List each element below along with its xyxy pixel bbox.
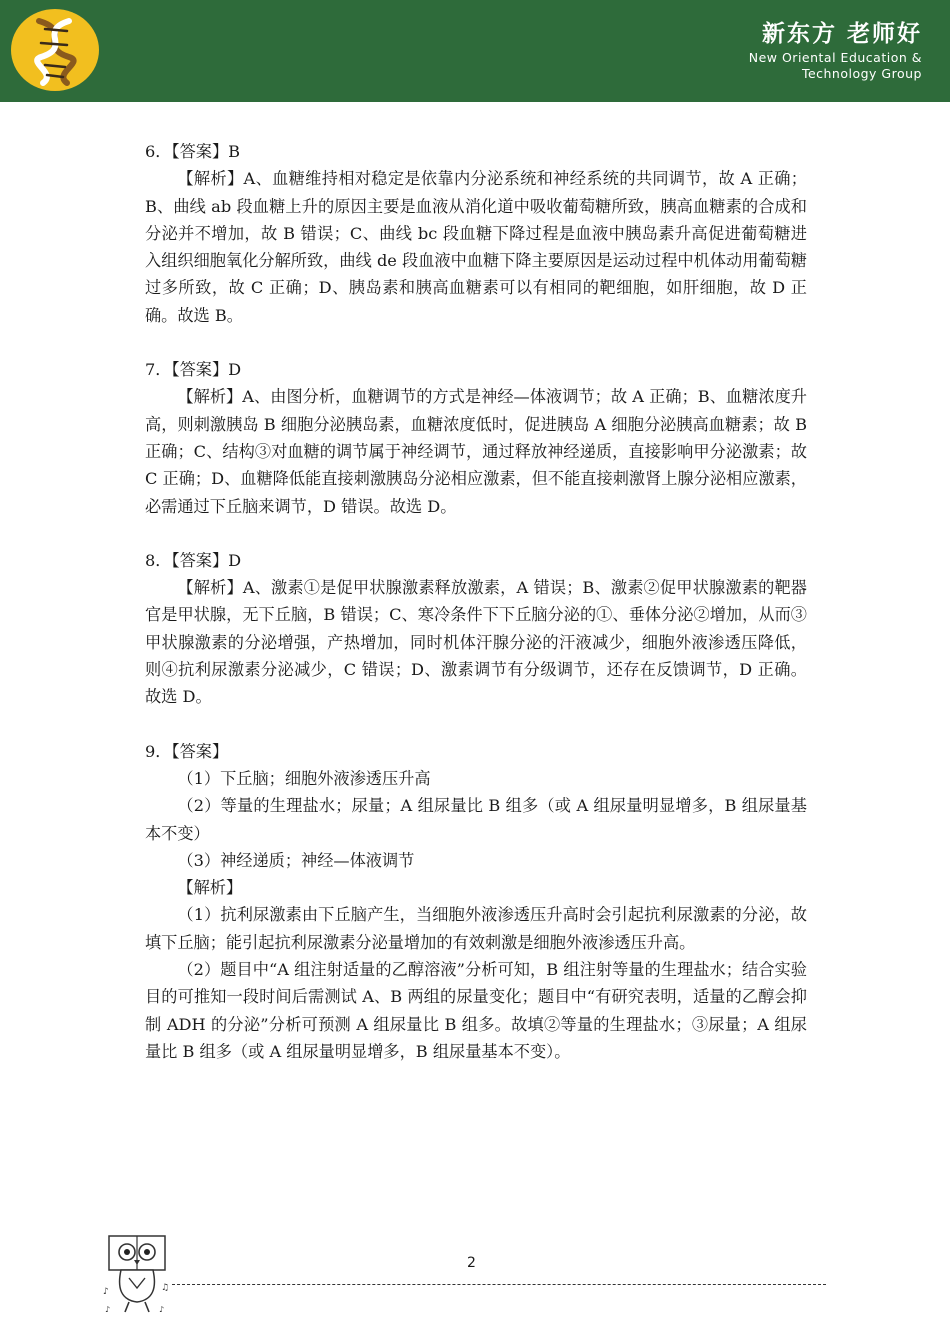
q9-explanation-2: （2）题目中“A 组注射适量的乙醇溶液”分析可知，B 组注射等量的生理盐水；结合实验目的可推知一段时间后需测试 A、B 两组的尿量变化；题目中“有研究表明，适量的乙醇会抑制 ADH 的分泌”分析可预测 A 组尿量比 B 组多。故填②等量的生理盐水；③尿量；A 组尿量比 B 组多（或 A 组尿量明显增多，B 组尿量基本不变）。 — [145, 960, 807, 1061]
q9-explanation-1: （1）抗利尿激素由下丘脑产生，当细胞外液渗透压升高时会引起抗利尿激素的分泌，故填下丘脑；能引起抗利尿激素分泌量增加的有效刺激是细胞外液渗透压升高。 — [145, 905, 807, 952]
brand-name-cn: 新东方 老师好 — [761, 21, 922, 47]
q7-answer: 7．【答案】D — [145, 360, 242, 380]
svg-text:♪: ♪ — [105, 1305, 111, 1314]
svg-text:♪: ♪ — [103, 1287, 109, 1297]
spacer — [145, 329, 807, 356]
brand-logo — [11, 9, 99, 91]
q9-answer-3: （3）神经递质；神经—体液调节 — [177, 850, 415, 870]
spacer — [145, 520, 807, 547]
owl-mascot — [103, 1232, 171, 1316]
svg-text:♫: ♫ — [161, 1283, 170, 1293]
brand-name-en-line1: New Oriental Education & — [748, 50, 922, 65]
spacer — [145, 711, 807, 738]
q9-answer-2: （2）等量的生理盐水；尿量；A 组尿量比 B 组多（或 A 组尿量明显增多，B 组尿量基本不变） — [145, 796, 807, 843]
footer-divider — [172, 1284, 826, 1285]
answer-content — [145, 138, 807, 1065]
q9-answer-1: （1）下丘脑；细胞外液渗透压升高 — [177, 768, 431, 788]
dna-logo-icon — [11, 9, 99, 91]
q6-answer: 6．【答案】B — [145, 142, 241, 161]
owl-reading-icon — [103, 1232, 171, 1316]
svg-text:♪: ♪ — [159, 1305, 165, 1314]
q8-analysis: 【解析】A、激素①是促甲状腺激素释放激素，A 错误；B、激素②促甲状腺激素的靶器官是甲状腺，无下丘脑，B 错误；C、寒冷条件下下丘脑分泌的①、垂体分泌②增加，从而③甲状腺激素的分泌增强，产热增加，同时机体汗腺分泌的汗液减少，细胞外液渗透压降低，则④抗利尿激素分泌减少，C 错误；D、激素调节有分级调节，还存在反馈调节，D 正确。故选 D。 — [145, 578, 807, 707]
q6-analysis: 【解析】A、血糖维持相对稳定是依靠内分泌系统和神经系统的共同调节，故 A 正确；B、曲线 ab 段血糖上升的原因主要是血液从消化道中吸收葡萄糖所致，胰高血糖素的合成和分泌并不增加，故 B 错误；C、曲线 bc 段血糖下降过程是血液中胰岛素升高促进葡萄糖进入组织细胞氧化分解所致，曲线 de 段血液中血糖下降主要原因是运动过程中机体动用葡萄糖过多所致，故 C 正确；D、胰岛素和胰高血糖素可以有相同的靶细胞，如肝细胞，故 D 正确。故选 B。 — [145, 169, 807, 325]
brand-name-en-line2: Technology Group — [801, 66, 922, 81]
page-number: 2 — [467, 1255, 476, 1271]
q9-analysis-label: 【解析】 — [177, 878, 243, 898]
q9-answer: 9．【答案】 — [145, 741, 229, 761]
page-header — [0, 0, 950, 102]
q8-answer: 8．【答案】D — [145, 550, 242, 570]
q7-analysis: 【解析】A、由图分析，血糖调节的方式是神经—体液调节；故 A 正确；B、血糖浓度升高，则刺激胰岛 B 细胞分泌胰岛素，血糖浓度低时，促进胰岛 A 细胞分泌胰高血糖素；故 B 正确；C、结构③对血糖的调节属于神经调节，通过释放神经递质，直接影响甲分泌激素；故 C 正确；D、血糖降低能直接刺激胰岛分泌相应激素，但不能直接刺激肾上腺分泌相应激素，必需通过下丘脑来调节，D 错误。故选 D。 — [145, 387, 807, 516]
brand-text — [749, 18, 922, 82]
